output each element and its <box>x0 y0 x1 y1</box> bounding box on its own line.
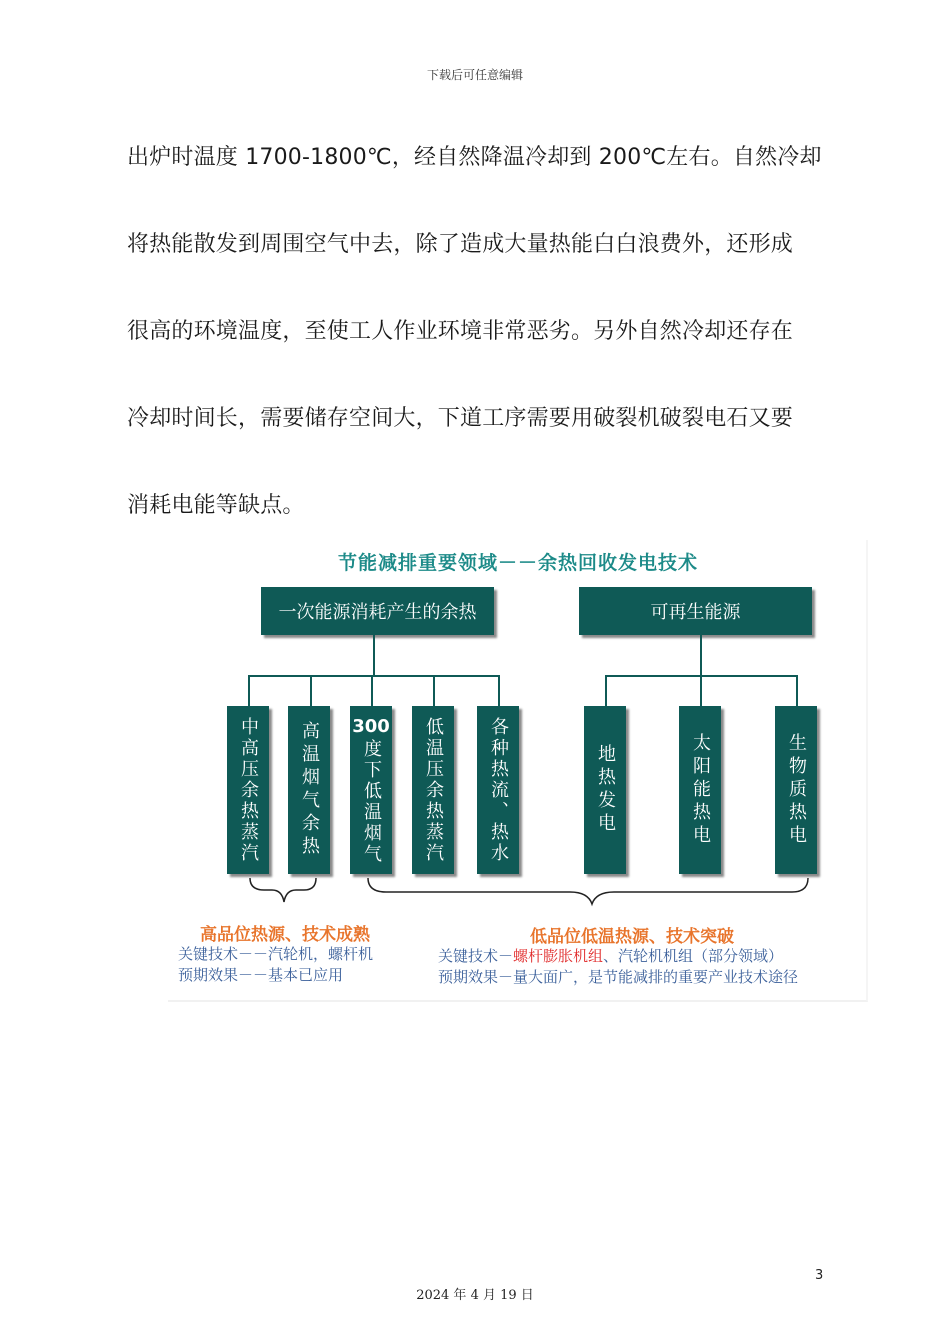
header-note: 下载后可任意编辑 <box>426 68 523 82</box>
screw-expander-highlight: 螺杆膨胀机组 <box>513 947 604 965</box>
low-grade-tech <box>438 945 783 966</box>
low-grade-brace <box>368 878 808 904</box>
low-grade-tech-suffix: 、汽轮机机组（部分领域） <box>603 947 784 965</box>
source-box-label: 高温烟气余热 <box>299 721 320 859</box>
paragraph-line: 冷却时间长，需要储存空间大，下道工序需要用破裂机破裂电石又要 <box>127 406 794 431</box>
paragraph-line: 很高的环境温度，至使工人作业环境非常恶劣。另外自然冷却还存在 <box>127 319 794 344</box>
source-box-label: 生物质热电 <box>786 732 807 848</box>
source-box-label: 中高压余热蒸汽 <box>238 716 259 864</box>
paragraph-line: 将热能散发到周围空气中去，除了造成大量热能白白浪费外，还形成 <box>127 232 794 257</box>
low-grade-heading: 低品位低温热源、技术突破 <box>530 927 734 947</box>
left-category-box: 一次能源消耗产生的余热 <box>261 587 494 635</box>
high-grade-tech: 关键技术－－汽轮机，螺杆机 <box>178 945 374 963</box>
high-grade-effect: 预期效果－－基本已应用 <box>178 966 344 984</box>
source-box-label: 地热发电 <box>595 744 616 836</box>
high-grade-heading: 高品位热源、技术成熟 <box>200 925 370 945</box>
low-grade-tech-prefix: 关键技术－ <box>438 947 514 965</box>
right-category-box: 可再生能源 <box>579 587 812 635</box>
source-box-label: 太阳能热电 <box>690 732 711 848</box>
page-number: 3 <box>815 1268 824 1283</box>
paragraph-line: 出炉时温度 1700-1800℃，经自然降温冷却到 200℃左右。自然冷却 <box>127 145 822 170</box>
source-box-label: 低温压余热蒸汽 <box>423 716 444 864</box>
low-grade-effect: 预期效果－量大面广，是节能减排的重要产业技术途径 <box>438 968 799 986</box>
waste-heat-diagram <box>168 540 868 1002</box>
source-box-label: 度下低温烟气 <box>361 738 382 865</box>
source-box-label: 各种热流、热水 <box>488 716 509 864</box>
high-grade-brace <box>250 878 316 902</box>
footer-date: 2024 年 4 月 19 日 <box>416 1288 534 1303</box>
paragraph-line: 消耗电能等缺点。 <box>127 493 305 518</box>
diagram-title: 节能减排重要领域－－余热回收发电技术 <box>337 552 698 574</box>
source-box-number: 300 <box>352 715 390 737</box>
